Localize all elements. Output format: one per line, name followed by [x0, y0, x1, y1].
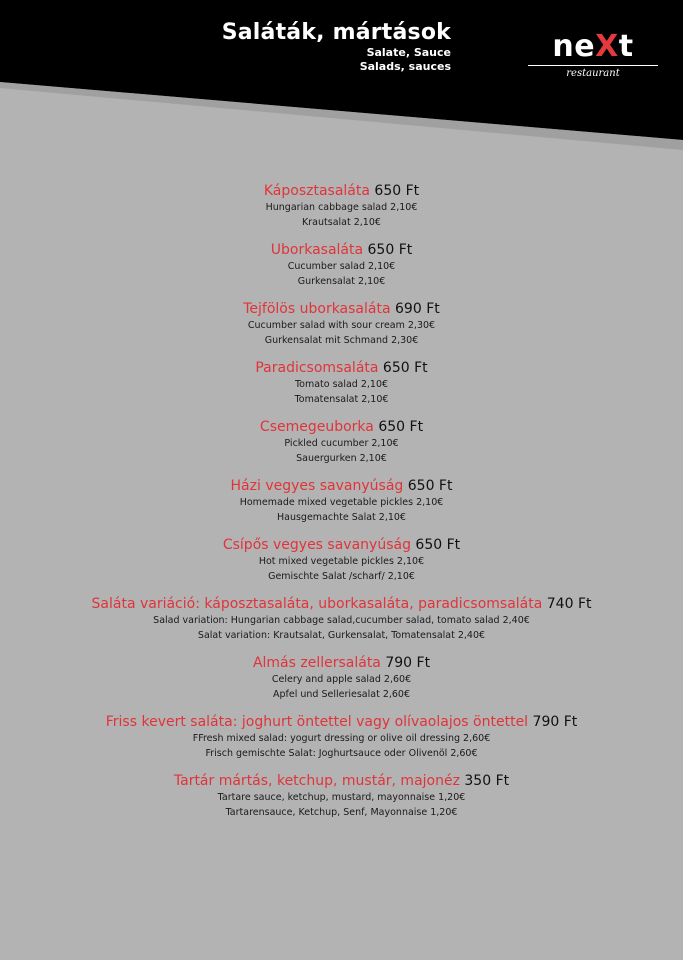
menu-item-german: Frisch gemischte Salat: Joghurtsauce oder Olivenöl 2,60€	[205, 748, 478, 759]
menu-item-title	[0, 536, 683, 554]
menu-item-title	[0, 182, 683, 200]
menu-item-title	[0, 418, 683, 436]
menu-item-price: 650 Ft	[415, 537, 461, 553]
menu-item-title	[0, 772, 683, 790]
menu-item	[0, 300, 683, 348]
menu-item	[0, 418, 683, 466]
logo-divider	[528, 65, 658, 66]
menu-item-price: 790 Ft	[385, 655, 431, 671]
menu-item-name: Káposztasaláta	[263, 183, 370, 199]
menu-item-name: Csípős vegyes savanyúság	[222, 537, 411, 553]
menu-item-name: Friss kevert saláta: joghurt öntettel vagy olívaolajos öntettel	[105, 714, 529, 730]
menu-item-price: 650 Ft	[374, 183, 420, 199]
menu-item	[0, 477, 683, 525]
page-subtitle-en: Salads, sauces	[359, 60, 451, 73]
menu-item-german: Sauergurken 2,10€	[296, 453, 387, 464]
menu-item	[0, 359, 683, 407]
menu-item	[0, 713, 683, 761]
page-subtitle-de: Salate, Sauce	[366, 46, 451, 59]
menu-item-name: Uborkasaláta	[270, 242, 364, 258]
menu-item	[0, 772, 683, 820]
menu-item-english: Tartare sauce, ketchup, mustard, mayonnaise 1,20€	[217, 792, 466, 803]
menu-item-english: Pickled cucumber 2,10€	[284, 438, 399, 449]
menu-item-price: 350 Ft	[464, 773, 510, 789]
menu-item-title	[0, 300, 683, 318]
menu-item	[0, 654, 683, 702]
menu-item-german: Tomatensalat 2,10€	[294, 394, 389, 405]
menu-item-name: Tartár mártás, ketchup, mustár, majonéz	[173, 773, 460, 789]
menu-item-name: Almás zellersaláta	[252, 655, 381, 671]
logo-subtitle: restaurant	[566, 68, 620, 79]
menu-item-english: Salad variation: Hungarian cabbage salad,cucumber salad, tomato salad 2,40€	[153, 615, 530, 626]
menu-item-title	[0, 595, 683, 613]
menu-item-german: Hausgemachte Salat 2,10€	[277, 512, 406, 523]
menu-item	[0, 536, 683, 584]
page-title: Saláták, mártások	[221, 20, 451, 45]
menu-item-english: Cucumber salad with sour cream 2,30€	[247, 320, 436, 331]
menu-item-english: FFresh mixed salad: yogurt dressing or olive oil dressing 2,60€	[192, 733, 491, 744]
menu-item	[0, 182, 683, 230]
menu-item-german: Gurkensalat mit Schmand 2,30€	[264, 335, 419, 346]
menu-item-title	[0, 654, 683, 672]
menu-list	[0, 182, 683, 831]
menu-item-name: Csemegeuborka	[259, 419, 374, 435]
menu-item-german: Krautsalat 2,10€	[302, 217, 381, 228]
menu-item-german: Gurkensalat 2,10€	[297, 276, 386, 287]
menu-item	[0, 241, 683, 289]
menu-item-title	[0, 713, 683, 731]
logo-wordmark: neXt	[552, 29, 634, 64]
menu-item	[0, 595, 683, 643]
menu-item-price: 650 Ft	[407, 478, 453, 494]
menu-item-name: Házi vegyes savanyúság	[230, 478, 404, 494]
menu-item-price: 650 Ft	[367, 242, 413, 258]
menu-item-english: Homemade mixed vegetable pickles 2,10€	[239, 497, 444, 508]
menu-item-english: Hungarian cabbage salad 2,10€	[265, 202, 418, 213]
header	[222, 20, 451, 74]
menu-item-price: 690 Ft	[395, 301, 440, 317]
menu-item-english: Cucumber salad 2,10€	[287, 261, 396, 272]
restaurant-logo	[528, 29, 658, 80]
menu-item-name: Tejfölös uborkasaláta	[243, 301, 391, 317]
menu-item-english: Tomato salad 2,10€	[294, 379, 389, 390]
menu-item-title	[0, 359, 683, 377]
menu-item-german: Salat variation: Krautsalat, Gurkensalat, Tomatensalat 2,40€	[197, 630, 486, 641]
menu-item-price: 650 Ft	[382, 360, 428, 376]
menu-item-title	[0, 477, 683, 495]
menu-item-price: 650 Ft	[378, 419, 424, 435]
menu-item-price: 790 Ft	[532, 714, 578, 730]
menu-item-english: Hot mixed vegetable pickles 2,10€	[258, 556, 425, 567]
menu-item-price: 740 Ft	[546, 596, 592, 612]
menu-item-title	[0, 241, 683, 259]
menu-item-english: Celery and apple salad 2,60€	[271, 674, 412, 685]
menu-item-name: Paradicsomsaláta	[255, 360, 379, 376]
menu-item-german: Gemischte Salat /scharf/ 2,10€	[268, 571, 415, 582]
menu-item-name: Saláta variáció: káposztasaláta, uborkasaláta, paradicsomsaláta	[91, 596, 543, 612]
menu-item-german: Tartarensauce, Ketchup, Senf, Mayonnaise 1,20€	[225, 807, 458, 818]
menu-item-german: Apfel und Selleriesalat 2,60€	[272, 689, 411, 700]
